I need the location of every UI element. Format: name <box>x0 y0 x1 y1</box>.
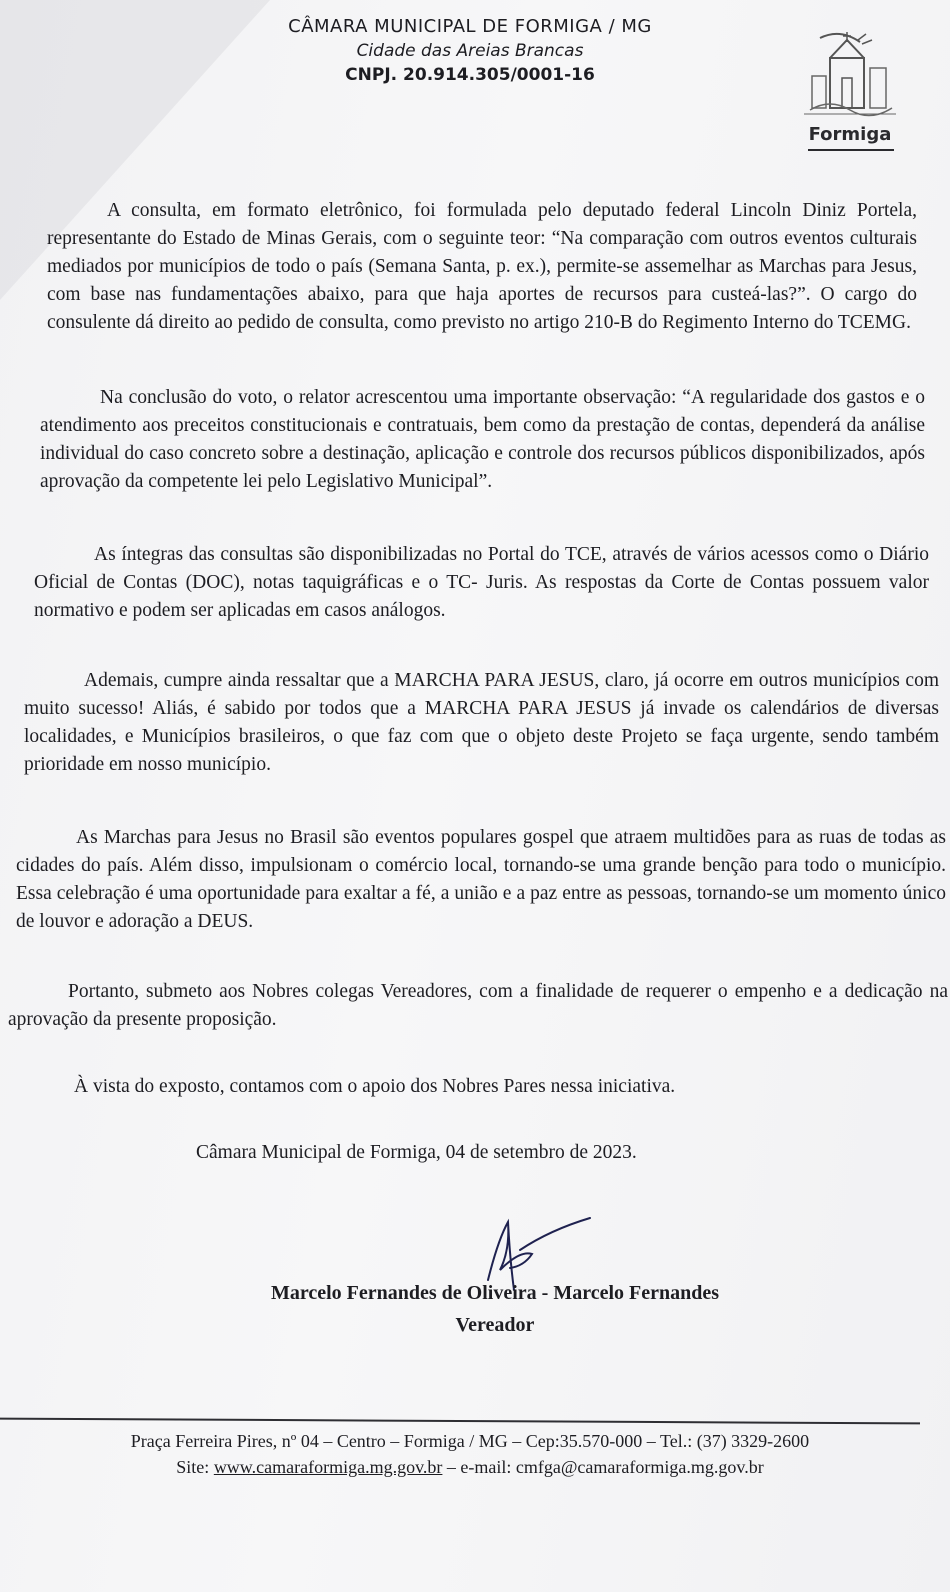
footer <box>60 1428 880 1480</box>
chamber-logo <box>800 28 910 158</box>
footer-site-link[interactable]: www.camaraformiga.mg.gov.br <box>213 1457 443 1477</box>
date-line: Câmara Municipal de Formiga, 04 de setembro de 2023. <box>196 1142 637 1163</box>
paragraph-integras: As íntegras das consultas são disponibilizadas no Portal do TCE, através de vários acessos como o Diário Oficial de Contas (DOC), notas taquigráficas e o TC- Juris. As respostas da Corte de Contas possuem valor normativo e podem ser aplicadas em casos análogos. <box>34 544 929 621</box>
paragraph-ademais: Ademais, cumpre ainda ressaltar que a MARCHA PARA JESUS, claro, já ocorre em outros municípios com muito sucesso! Aliás, é sabido por todos que a MARCHA PARA JESUS já invade os calendários de diversas localidades, e Municípios brasileiros, o que faz com que o objeto deste Projeto se faça urgente, sendo também prioridade em nosso município. <box>24 670 939 775</box>
footer-address: Praça Ferreira Pires, nº 04 – Centro – Formiga / MG – Cep:35.570-000 – Tel.: (37) 3329-2600 <box>130 1431 810 1451</box>
letterhead-title: CÂMARA MUNICIPAL DE FORMIGA / MG <box>288 16 652 37</box>
footer-email: – e-mail: cmfga@camaraformiga.mg.gov.br <box>442 1457 764 1477</box>
paragraph-portanto: Portanto, submeto aos Nobres colegas Vereadores, com a finalidade de requerer o empenho e a dedicação na aprovação da presente proposição. <box>8 981 948 1030</box>
logo-underline <box>808 149 894 151</box>
paragraph-marchas: As Marchas para Jesus no Brasil são eventos populares gospel que atraem multidões para as ruas de todas as cidades do país. Além disso, impulsionam o comércio local, tornando-se uma grande benção para todo o município. Essa celebração é uma oportunidade para exaltar a fé, a união e a paz entre as pessoas, tornando-se um momento único de louvor e adoração a DEUS. <box>16 827 946 932</box>
signer-role: Vereador <box>455 1314 535 1336</box>
footer-divider <box>0 1418 920 1425</box>
letterhead <box>200 16 740 85</box>
letterhead-cnpj: CNPJ. 20.914.305/0001-16 <box>345 65 595 85</box>
paragraph-vista: À vista do exposto, contamos com o apoio dos Nobres Pares nessa iniciativa. <box>74 1076 676 1097</box>
signer-block <box>150 1277 840 1341</box>
letterhead-subtitle: Cidade das Areias Brancas <box>356 41 584 61</box>
logo-wordmark: Formiga <box>808 124 892 145</box>
footer-site-label: Site: <box>176 1457 214 1477</box>
paragraph-consulta: A consulta, em formato eletrônico, foi formulada pelo deputado federal Lincoln Diniz Portela, representante do Estado de Minas Gerais, com o seguinte teor: “Na comparação com outros eventos culturais mediados por municípios de todo o país (Semana Santa, p. ex.), permite-se assemelhar as Marchas para Jesus, com base nas fundamentações abaixo, para que haja aportes de recursos para custeá-las?”. O cargo do consulente dá direito ao pedido de consulta, como previsto no artigo 210-B do Regimento Interno do TCEMG. <box>47 200 917 333</box>
footer-contact <box>60 1454 880 1480</box>
paragraph-conclusao: Na conclusão do voto, o relator acrescentou uma importante observação: “A regularidade dos gastos e o atendimento aos preceitos constitucionais e contratuais, bem como da prestação de contas, dependerá da análise individual do caso concreto sobre a destinação, aplicação e controle dos recursos públicos disponibilizados, após aprovação da competente lei pelo Legislativo Municipal”. <box>40 387 925 492</box>
church-crest-icon <box>800 28 900 124</box>
signer-name: Marcelo Fernandes de Oliveira - Marcelo Fernandes <box>270 1282 720 1304</box>
